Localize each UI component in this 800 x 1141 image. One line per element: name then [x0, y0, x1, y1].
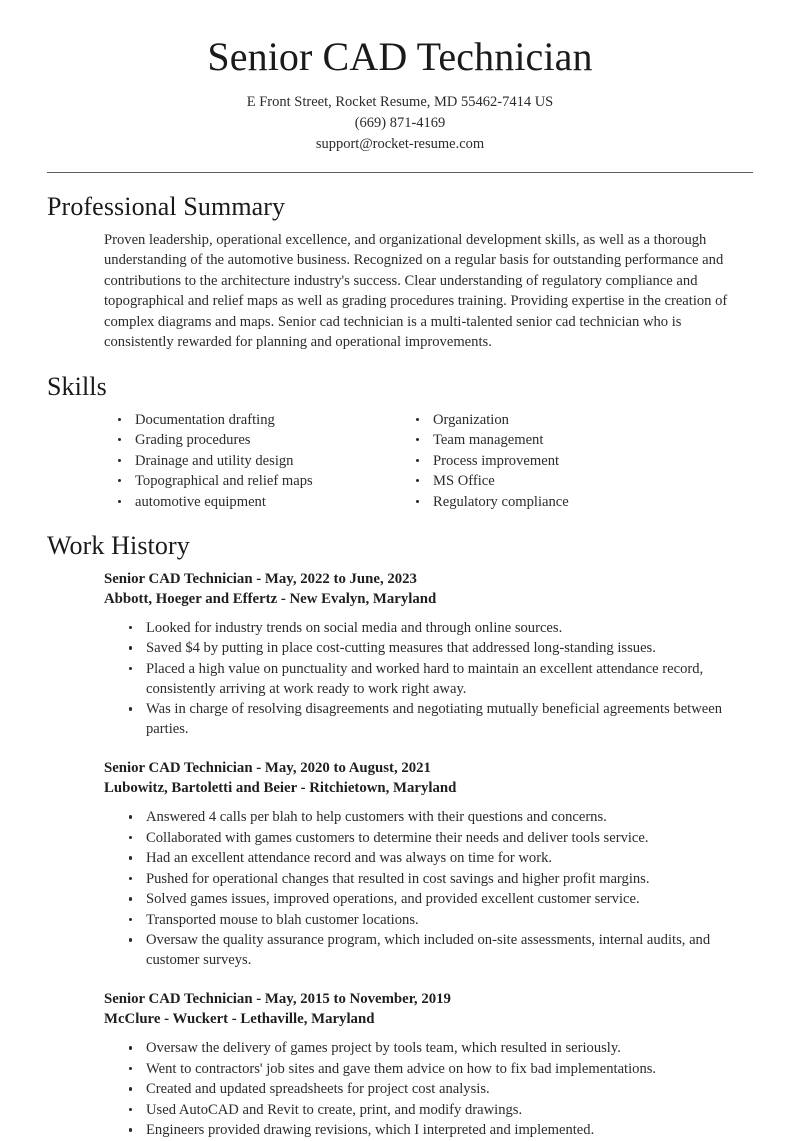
job-title-and-dates: Senior CAD Technician - May, 2015 to November, 2019	[104, 991, 451, 1008]
list-item: automotive equipment	[117, 492, 400, 512]
skills-column-left	[47, 410, 400, 513]
job-title-and-dates: Senior CAD Technician - May, 2022 to June, 2023	[104, 570, 417, 587]
job-company-and-location: McClure - Wuckert - Lethaville, Maryland	[104, 1011, 375, 1028]
list-item: Process improvement	[415, 451, 753, 471]
list-item: Oversaw the quality assurance program, which included on-site assessments, internal audits, and customer surveys.	[128, 930, 753, 970]
skills-list-right	[415, 410, 753, 512]
job-responsibility-list	[104, 1038, 753, 1140]
section-heading-work-history: Work History	[47, 531, 190, 561]
skills-list-left	[117, 410, 400, 512]
section-heading-professional-summary: Professional Summary	[47, 192, 286, 222]
contact-phone: (669) 871-4169	[354, 115, 446, 132]
header-divider	[47, 172, 753, 173]
job-company-and-location: Abbott, Hoeger and Effertz - New Evalyn, Maryland	[104, 590, 437, 607]
list-item: Created and updated spreadsheets for project cost analysis.	[128, 1079, 753, 1099]
list-item: Was in charge of resolving disagreements and negotiating mutually beneficial agreements between parties.	[128, 699, 753, 739]
list-item: Saved $4 by putting in place cost-cutting measures that addressed long-standing issues.	[128, 638, 753, 658]
list-item: Solved games issues, improved operations, and provided excellent customer service.	[128, 889, 753, 909]
contact-block	[47, 92, 753, 155]
candidate-name: Senior CAD Technician	[207, 34, 593, 79]
work-history-entry	[104, 989, 753, 1140]
section-skills	[47, 371, 753, 512]
section-heading-skills: Skills	[47, 371, 107, 401]
skills-body	[47, 403, 753, 513]
list-item: Grading procedures	[117, 430, 400, 450]
resume-header	[47, 0, 753, 155]
list-item: Regulatory compliance	[415, 492, 753, 512]
list-item: Collaborated with games customers to determine their needs and deliver tools service.	[128, 828, 753, 848]
list-item: Had an excellent attendance record and was always on time for work.	[128, 848, 753, 868]
job-company-and-location: Lubowitz, Bartoletti and Beier - Ritchietown, Maryland	[104, 780, 457, 797]
list-item: Used AutoCAD and Revit to create, print, and modify drawings.	[128, 1100, 753, 1120]
professional-summary-text: Proven leadership, operational excellence, and organizational development skills, as well as a thorough understanding of the automotive business. Recognized on a regular basis for outstanding performance and contributions to the architecture industry's success. Clear understanding of regulatory compliance and topographical and relief maps as well as grading procedures training. Providing expertise in the creation of complex diagrams and maps. Senior cad technician is a multi-talented senior cad technician who is consistently rewarded for planning and operational improvements.	[104, 231, 728, 351]
work-history-body	[47, 562, 753, 1141]
list-item: Topographical and relief maps	[117, 471, 400, 491]
list-item: Team management	[415, 430, 753, 450]
list-item: Engineers provided drawing revisions, which I interpreted and implemented.	[128, 1120, 753, 1140]
list-item: Oversaw the delivery of games project by tools team, which resulted in seriously.	[128, 1038, 753, 1058]
job-responsibility-list	[104, 618, 753, 740]
list-item: Drainage and utility design	[117, 451, 400, 471]
contact-email: support@rocket-resume.com	[315, 136, 485, 153]
section-professional-summary	[47, 191, 753, 353]
section-work-history	[47, 530, 753, 1140]
list-item: Organization	[415, 410, 753, 430]
list-item: Transported mouse to blah customer locations.	[128, 910, 753, 930]
job-responsibility-list	[104, 807, 753, 970]
list-item: Documentation drafting	[117, 410, 400, 430]
skills-column-right	[400, 410, 753, 513]
list-item: Looked for industry trends on social media and through online sources.	[128, 618, 753, 638]
list-item: MS Office	[415, 471, 753, 491]
list-item: Went to contractors' job sites and gave them advice on how to fix bad implementations.	[128, 1059, 753, 1079]
list-item: Answered 4 calls per blah to help customers with their questions and concerns.	[128, 807, 753, 827]
work-history-entry	[104, 758, 753, 970]
professional-summary-body	[47, 223, 753, 353]
contact-address: E Front Street, Rocket Resume, MD 55462-7414 US	[246, 94, 554, 111]
list-item: Pushed for operational changes that resulted in cost savings and higher profit margins.	[128, 869, 753, 889]
job-title-and-dates: Senior CAD Technician - May, 2020 to August, 2021	[104, 760, 431, 777]
list-item: Placed a high value on punctuality and worked hard to maintain an excellent attendance record, consistently arriving at work ready to work right away.	[128, 659, 753, 699]
work-history-entry	[104, 569, 753, 740]
